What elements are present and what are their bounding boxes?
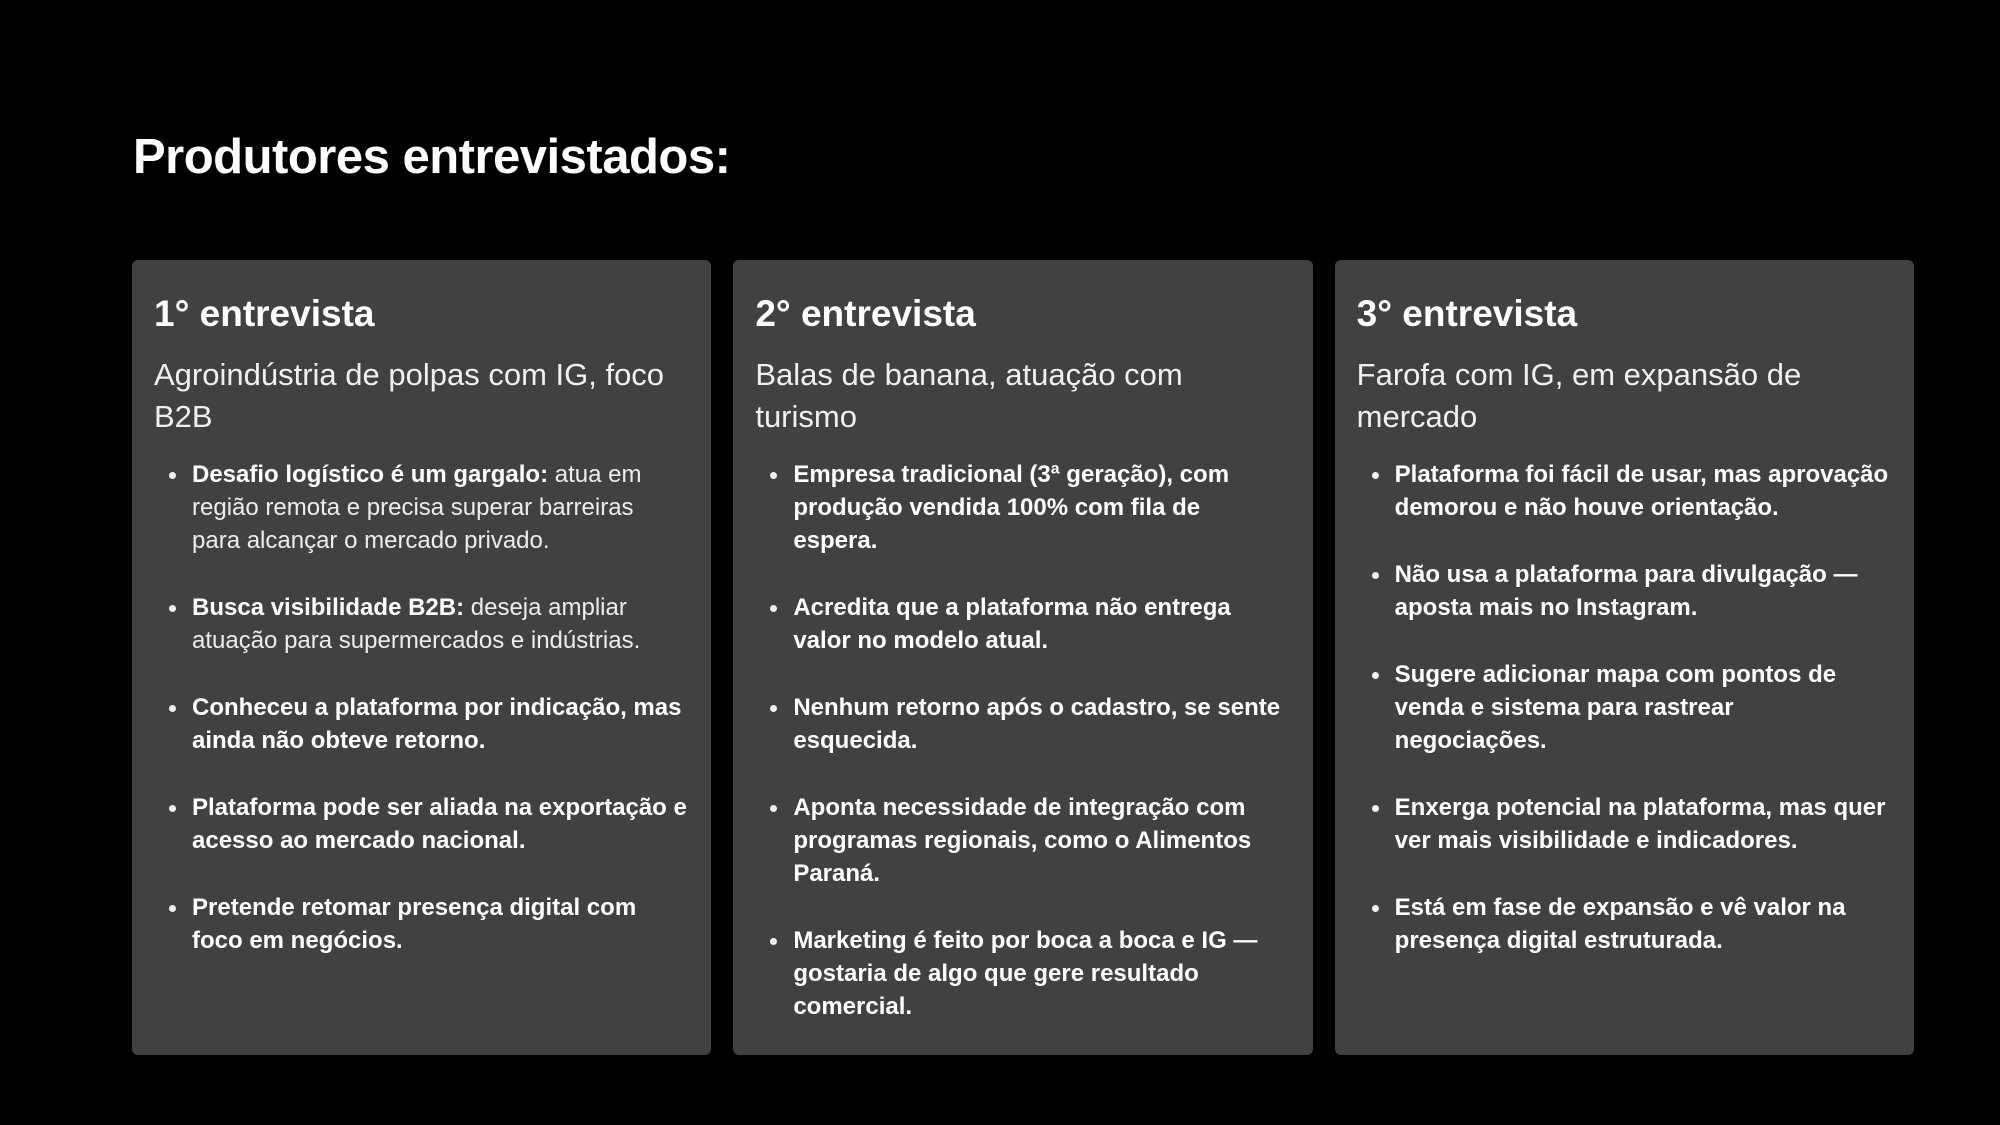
- bullet-highlight: Aponta necessidade de integração com programas regionais, como o Alimentos Paraná.: [793, 794, 1252, 888]
- bullet-highlight: Pretende retomar presença digital com foco em negócios.: [192, 894, 637, 955]
- page-title: Produtores entrevistados:: [133, 130, 731, 184]
- bullet-highlight: Não usa a plataforma para divulgação — aposta mais no Instagram.: [1394, 561, 1858, 622]
- bullet-highlight: Está em fase de expansão e vê valor na presença digital estruturada.: [1394, 894, 1846, 955]
- bullet-highlight: Marketing é feito por boca a boca e IG — gostaria de algo que gere resultado comercial.: [793, 927, 1258, 1021]
- bullet-list: [755, 458, 1288, 1023]
- interview-card-1: [132, 260, 711, 1055]
- bullet-highlight: Acredita que a plataforma não entrega valor no modelo atual.: [793, 594, 1231, 655]
- bullet-highlight: Busca visibilidade B2B:: [192, 594, 465, 622]
- bullet-item: [1357, 791, 1890, 857]
- bullet-highlight: Nenhum retorno após o cadastro, se sente esquecida.: [793, 694, 1281, 755]
- card-subtitle: Balas de banana, atuação com turismo: [755, 357, 1183, 435]
- bullet-highlight: Conheceu a plataforma por indicação, mas ainda não obteve retorno.: [192, 694, 682, 755]
- bullet-item: [1357, 658, 1890, 757]
- bullet-item: [755, 458, 1288, 557]
- card-subtitle: Farofa com IG, em expansão de mercado: [1356, 357, 1802, 435]
- bullet-item: [1357, 891, 1890, 957]
- bullet-item: [154, 891, 687, 957]
- bullet-text: deseja ampliar atuação para supermercados e indústrias.: [192, 594, 641, 655]
- card-title: 1° entrevista: [154, 293, 375, 334]
- bullet-list: [1357, 458, 1890, 957]
- bullet-highlight: Enxerga potencial na plataforma, mas quer ver mais visibilidade e indicadores.: [1394, 794, 1886, 855]
- bullet-highlight: Plataforma foi fácil de usar, mas aprovação demorou e não houve orientação.: [1394, 461, 1889, 522]
- bullet-text: atua em região remota e precisa superar barreiras para alcançar o mercado privado.: [192, 461, 642, 555]
- bullet-item: [755, 791, 1288, 890]
- bullet-highlight: Desafio logístico é um gargalo:: [192, 461, 549, 489]
- bullet-item: [755, 591, 1288, 657]
- bullet-item: [1357, 458, 1890, 524]
- bullet-item: [755, 691, 1288, 757]
- card-title: 3° entrevista: [1356, 293, 1578, 334]
- bullet-item: [154, 791, 687, 857]
- interview-card-3: [1335, 260, 1914, 1055]
- bullet-highlight: Empresa tradicional (3ª geração), com produção vendida 100% com fila de espera.: [793, 461, 1230, 555]
- card-title: 2° entrevista: [755, 293, 976, 334]
- bullet-item: [154, 691, 687, 757]
- bullet-highlight: Sugere adicionar mapa com pontos de venda e sistema para rastrear negociações.: [1394, 661, 1837, 755]
- bullet-item: [755, 924, 1288, 1023]
- bullet-highlight: Plataforma pode ser aliada na exportação e acesso ao mercado nacional.: [192, 794, 687, 855]
- interview-cards: [132, 260, 1914, 1055]
- bullet-item: [154, 458, 687, 557]
- interview-card-2: [733, 260, 1312, 1055]
- bullet-item: [154, 591, 687, 657]
- bullet-item: [1357, 558, 1890, 624]
- card-subtitle: Agroindústria de polpas com IG, foco B2B: [154, 357, 665, 435]
- bullet-list: [154, 458, 687, 957]
